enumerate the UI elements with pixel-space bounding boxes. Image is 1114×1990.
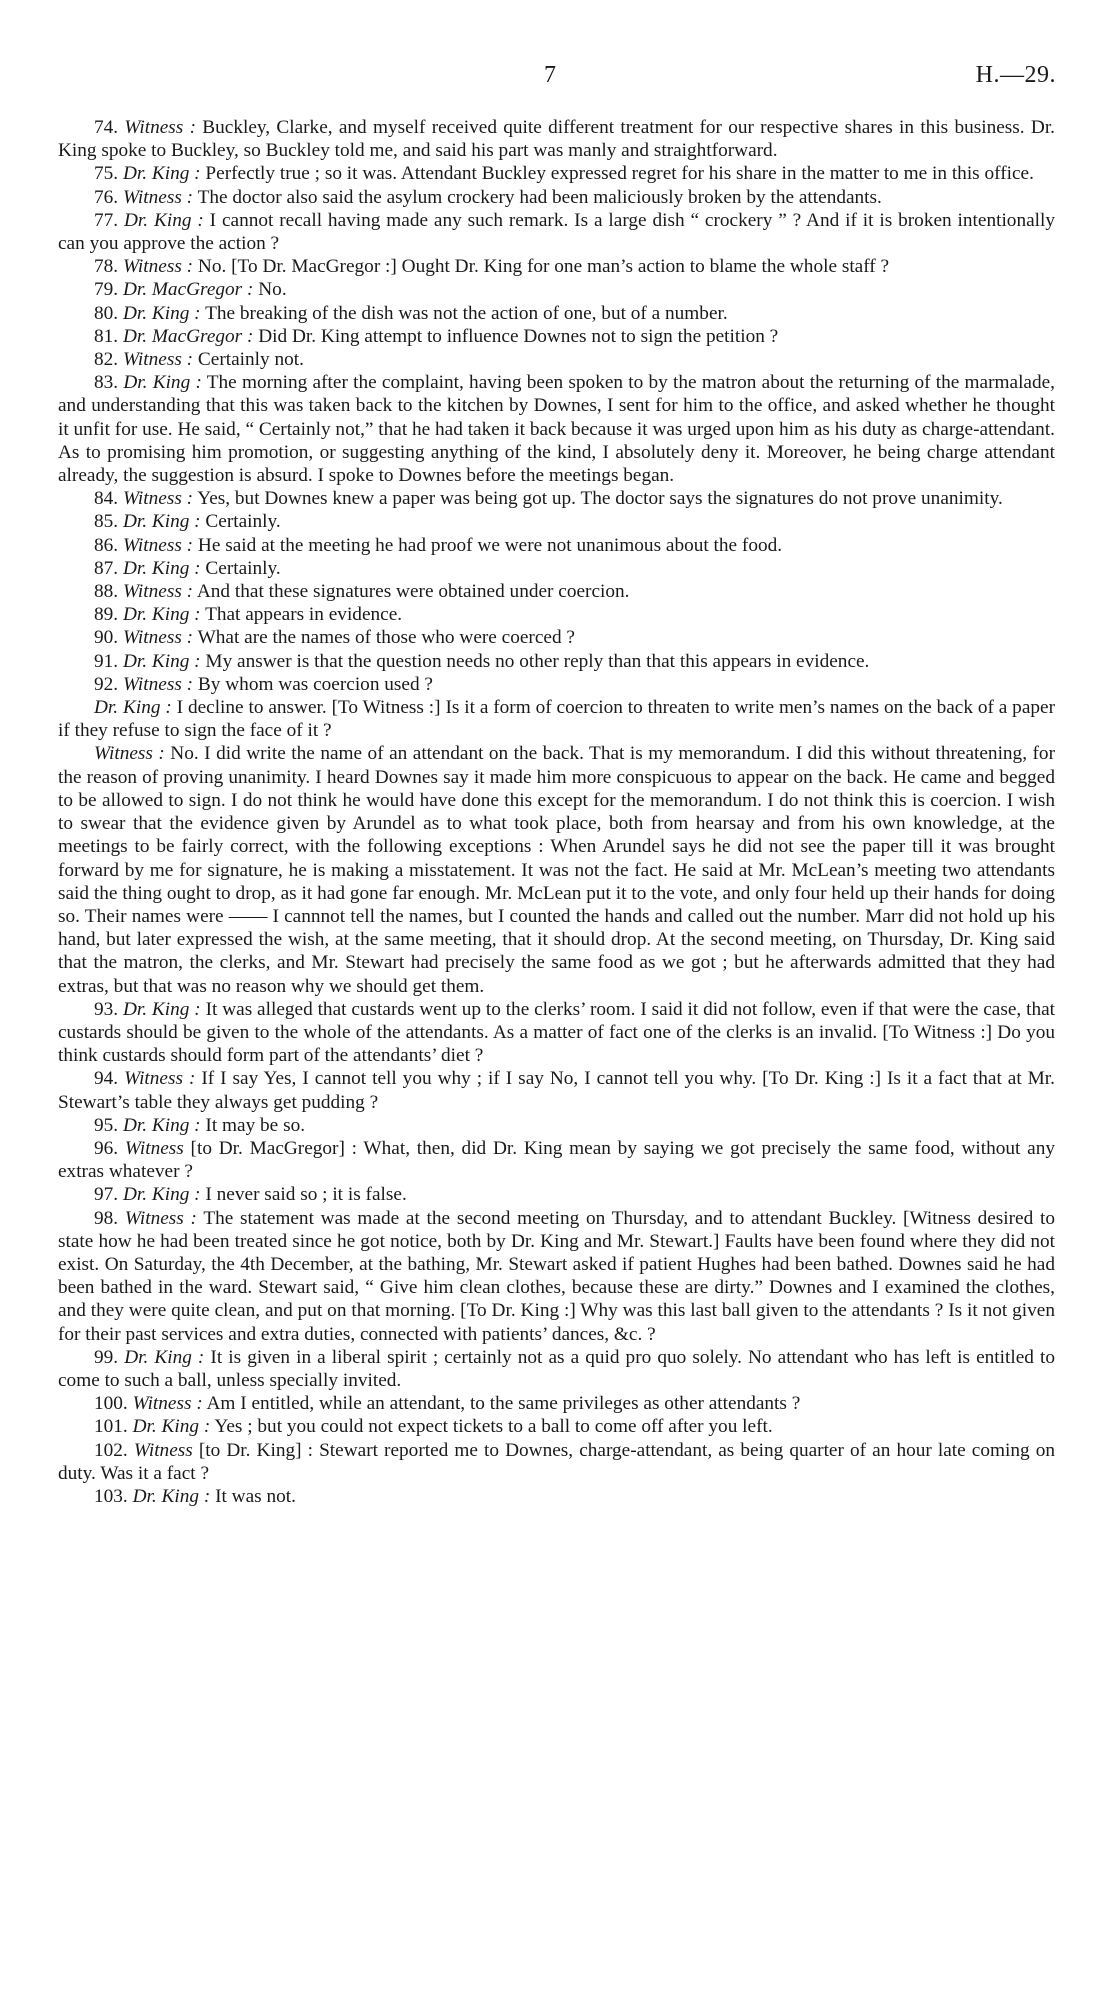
evidence-paragraph: [58, 325, 1055, 348]
statement-text: What are the names of those who were coerced ?: [193, 627, 575, 649]
statement-text: It is given in a liberal spirit ; certainly not as a quid pro quo solely. No attendant who has left is entitled to come to such a ball, unless specially invited.: [58, 1346, 1055, 1391]
evidence-paragraph: [58, 626, 1055, 649]
statement-text: Yes, but Downes knew a paper was being got up. The doctor says the signatures do not prove unanimity.: [193, 488, 1003, 510]
speaker: Witness :: [122, 673, 194, 695]
question-number: 95.: [94, 1114, 119, 1136]
evidence-paragraph: [58, 162, 1055, 185]
speaker: Witness: [124, 1137, 184, 1159]
statement-text: I cannot recall having made any such remark. Is a large dish “ crockery ” ? And if it is broken intentionally can you approve the action ?: [58, 209, 1056, 255]
evidence-transcript: [58, 116, 1055, 1508]
statement-text: The doctor also said the asylum crockery had been maliciously broken by the attendants.: [193, 186, 882, 208]
speaker: Witness :: [122, 349, 194, 371]
question-number: 94.: [94, 1068, 119, 1090]
statement-text: Certainly.: [200, 511, 281, 533]
speaker: Dr. King :: [122, 302, 201, 324]
question-number: 75.: [94, 163, 119, 185]
statement-text: The breaking of the dish was not the action of one, but of a number.: [200, 302, 728, 324]
evidence-paragraph: [58, 209, 1055, 255]
evidence-paragraph: [58, 1183, 1055, 1206]
statement-text: The morning after the complaint, having been spoken to by the matron about the returning of the marmalade, and understanding that this was taken back to the kitchen by Downes, I sent for him to the office, and asked whether he thought it unfit for use. He said, “ Certainly not,” that he had taken it back because it was urged upon him as his duty as charge-attendant. As to promising him promotion, or suggesting anything of the kind, I absolutely deny it. Moreover, he being charge attendant already, the suggestion is absurd. I spoke to Downes before the meetings began.: [58, 372, 1056, 487]
evidence-paragraph: [58, 673, 1055, 696]
speaker: Dr. King :: [122, 1184, 201, 1206]
question-number: 82.: [94, 349, 119, 371]
evidence-paragraph: [58, 1439, 1055, 1485]
question-number: 92.: [94, 673, 119, 695]
question-number: 78.: [94, 256, 119, 278]
question-number: 80.: [94, 302, 119, 324]
statement-text: My answer is that the question needs no other reply than that this appears in evidence.: [200, 650, 870, 672]
evidence-paragraph: [58, 1067, 1055, 1113]
statement-text: He said at the meeting he had proof we were not unanimous about the food.: [193, 534, 783, 556]
statement-text: [to Dr. MacGregor] : What, then, did Dr. King mean by saying we got precisely the same food, without any extras whatever ?: [58, 1137, 1055, 1183]
evidence-paragraph: [58, 1207, 1055, 1346]
evidence-paragraph: [58, 487, 1055, 510]
question-number: 88.: [94, 581, 119, 603]
speaker: Dr. King :: [122, 998, 201, 1020]
evidence-paragraph: [58, 371, 1055, 487]
speaker: Dr. King :: [123, 372, 202, 394]
evidence-paragraph: [58, 1392, 1055, 1415]
statement-text: Did Dr. King attempt to influence Downes not to sign the petition ?: [253, 325, 779, 347]
speaker: Dr. King :: [124, 1346, 205, 1368]
question-number: 98.: [94, 1207, 119, 1229]
speaker: Witness :: [122, 256, 194, 278]
statement-text: Buckley, Clarke, and myself received quite different treatment for our respective shares in this business. Dr. King spoke to Buckley, so Buckley told me, and said his part was manly and straightforward.: [58, 117, 1055, 162]
statement-text: I decline to answer. [To Witness :] Is it a form of coercion to threaten to write men’s names on the back of a paper if they refuse to sign the face of it ?: [58, 697, 1056, 742]
statement-text: Perfectly true ; so it was. Attendant Buckley expressed regret for his share in the matter to me in this office.: [200, 163, 1034, 185]
statement-text: Certainly not.: [193, 349, 304, 371]
evidence-paragraph: [58, 998, 1055, 1068]
evidence-paragraph: [58, 603, 1055, 626]
evidence-paragraph: [58, 580, 1055, 603]
speaker: Dr. King :: [124, 209, 204, 231]
speaker: Witness :: [122, 186, 194, 208]
speaker: Witness :: [132, 1393, 203, 1415]
evidence-paragraph: [58, 348, 1055, 371]
question-number: 97.: [94, 1184, 119, 1206]
speaker: Witness :: [124, 117, 196, 138]
statement-text: No.: [253, 279, 287, 301]
speaker: Witness :: [122, 488, 194, 510]
question-number: 87.: [94, 557, 119, 579]
question-number: 85.: [94, 511, 119, 533]
question-number: 86.: [94, 534, 119, 556]
speaker: Witness: [133, 1439, 193, 1461]
question-number: 103.: [94, 1485, 128, 1507]
speaker: Dr. King :: [132, 1416, 211, 1438]
question-number: 74.: [94, 117, 119, 138]
statement-text: It may be so.: [200, 1114, 306, 1136]
evidence-paragraph: [58, 650, 1055, 673]
speaker: Witness :: [122, 627, 194, 649]
evidence-paragraph: [58, 510, 1055, 533]
statement-text: That appears in evidence.: [200, 604, 403, 626]
question-number: 84.: [94, 488, 119, 510]
question-number: 99.: [94, 1346, 119, 1368]
question-number: 79.: [94, 279, 119, 301]
speaker: Dr. King :: [94, 697, 172, 719]
speaker: Dr. King :: [122, 1114, 201, 1136]
speaker: Witness :: [124, 1068, 196, 1090]
question-number: 102.: [94, 1439, 128, 1461]
question-number: 83.: [94, 372, 119, 394]
speaker: Dr. King :: [132, 1485, 211, 1507]
statement-text: No. I did write the name of an attendant on the back. That is my memorandum. I did this without threatening, for the reason of proving unanimity. I heard Downes say it made him more conspicuous to appear on the back. He came and begged to be allowed to sign. I do not think he would have done this except for the memorandum. I do not think this is coercion. I wish to swear that the evidence given by Arundel as to what took place, both from hearsay and from his own knowledge, at the meetings to be fairly correct, with the following exceptions : When Arundel says he did not see the paper till it was brought forward by me for signature, he is making a misstatement. It was not the fact. He said at Mr. McLean’s meeting two attendants said the thing ought to drop, as it had gone far enough. Mr. McLean put it to the vote, and only four held up their hands for doing so. Their names were —— I cannnot tell the names, but I counted the hands and called out the number. Marr did not hold up his hand, but later expressed the wish, at the same meeting, that it should drop. At the second meeting, on Thursday, Dr. King said that the matron, the clerks, and Mr. Stewart had precisely the same food as we got ; but he afterwards admitted that they had extras, but that was no reason why we should get them.: [58, 743, 1055, 997]
speaker: Witness :: [122, 534, 194, 556]
statement-text: It was alleged that custards went up to the clerks’ room. I said it did not follow, even if that were the case, that custards should be given to the whole of the attendants. As a matter of fact one of the clerks is an invalid. [To Witness :] Do you think custards should form part of the attendants’ diet ?: [58, 998, 1056, 1067]
speaker: Dr. King :: [122, 163, 201, 185]
speaker: Dr. King :: [122, 650, 201, 672]
statement-text: Yes ; but you could not expect tickets to a ball to come off after you left.: [210, 1416, 773, 1438]
question-number: 81.: [94, 325, 119, 347]
question-number: 90.: [94, 627, 119, 649]
question-number: 91.: [94, 650, 119, 672]
statement-text: By whom was coercion used ?: [193, 673, 433, 695]
evidence-paragraph: [58, 696, 1055, 742]
question-number: 93.: [94, 998, 119, 1020]
document-reference: H.—29.: [975, 62, 1056, 88]
question-number: 89.: [94, 604, 119, 626]
statement-text: No. [To Dr. MacGregor :] Ought Dr. King for one man’s action to blame the whole staff ?: [193, 256, 890, 278]
evidence-paragraph: [58, 1346, 1055, 1392]
question-number: 96.: [94, 1137, 119, 1159]
question-number: 100.: [94, 1393, 128, 1415]
evidence-paragraph: [58, 1485, 1055, 1508]
evidence-paragraph: [58, 557, 1055, 580]
evidence-paragraph: [58, 278, 1055, 301]
evidence-paragraph: [58, 1415, 1055, 1438]
speaker: Witness :: [122, 581, 194, 603]
evidence-paragraph: [58, 1137, 1055, 1183]
statement-text: [to Dr. King] : Stewart reported me to Downes, charge-attendant, as being quarter of an hour late coming on duty. Was it a fact ?: [58, 1439, 1055, 1484]
evidence-paragraph: [58, 116, 1055, 162]
statement-text: The statement was made at the second meeting on Thursday, and to attendant Buckley. [Witness desired to state how he had been treated since he got notice, both by Dr. King and Mr. Stewart.] Faults have been found where they did not exist. On Saturday, the 4th December, at the bathing, Mr. Stewart asked if patient Hughes had been bathed. Downes said he had been bathed in the ward. Stewart said, “ Give him clean clothes, because these are dirty.” Downes and I examined the clothes, and they were quite clean, and put on that morning. [To Dr. King :] Why was this last ball given to the attendants ? Is it not given for their past services and extra duties, connected with patients’ dances, &c. ?: [58, 1207, 1055, 1345]
evidence-paragraph: [58, 302, 1055, 325]
question-number: 77.: [94, 209, 119, 231]
speaker: Dr. King :: [122, 557, 201, 579]
question-number: 76.: [94, 186, 119, 208]
speaker: Dr. MacGregor :: [122, 279, 254, 301]
speaker: Dr. King :: [122, 604, 201, 626]
evidence-paragraph: [58, 186, 1055, 209]
evidence-paragraph: [58, 534, 1055, 557]
question-number: 101.: [94, 1416, 128, 1438]
statement-text: If I say Yes, I cannot tell you why ; if I say No, I cannot tell you why. [To Dr. King :] Is it a fact that at Mr. Stewart’s table they always get pudding ?: [58, 1068, 1055, 1113]
statement-text: It was not.: [210, 1485, 296, 1507]
page-number: 7: [544, 62, 556, 88]
statement-text: Am I entitled, while an attendant, to the same privileges as other attendants ?: [202, 1393, 801, 1415]
speaker: Dr. King :: [122, 511, 201, 533]
statement-text: And that these signatures were obtained under coercion.: [193, 581, 630, 603]
speaker: Witness :: [94, 743, 165, 765]
evidence-paragraph: [58, 255, 1055, 278]
speaker: Witness :: [124, 1207, 197, 1229]
statement-text: I never said so ; it is false.: [200, 1184, 407, 1206]
evidence-paragraph: [58, 1114, 1055, 1137]
speaker: Dr. MacGregor :: [122, 325, 254, 347]
evidence-paragraph: [58, 742, 1055, 997]
statement-text: Certainly.: [200, 557, 281, 579]
